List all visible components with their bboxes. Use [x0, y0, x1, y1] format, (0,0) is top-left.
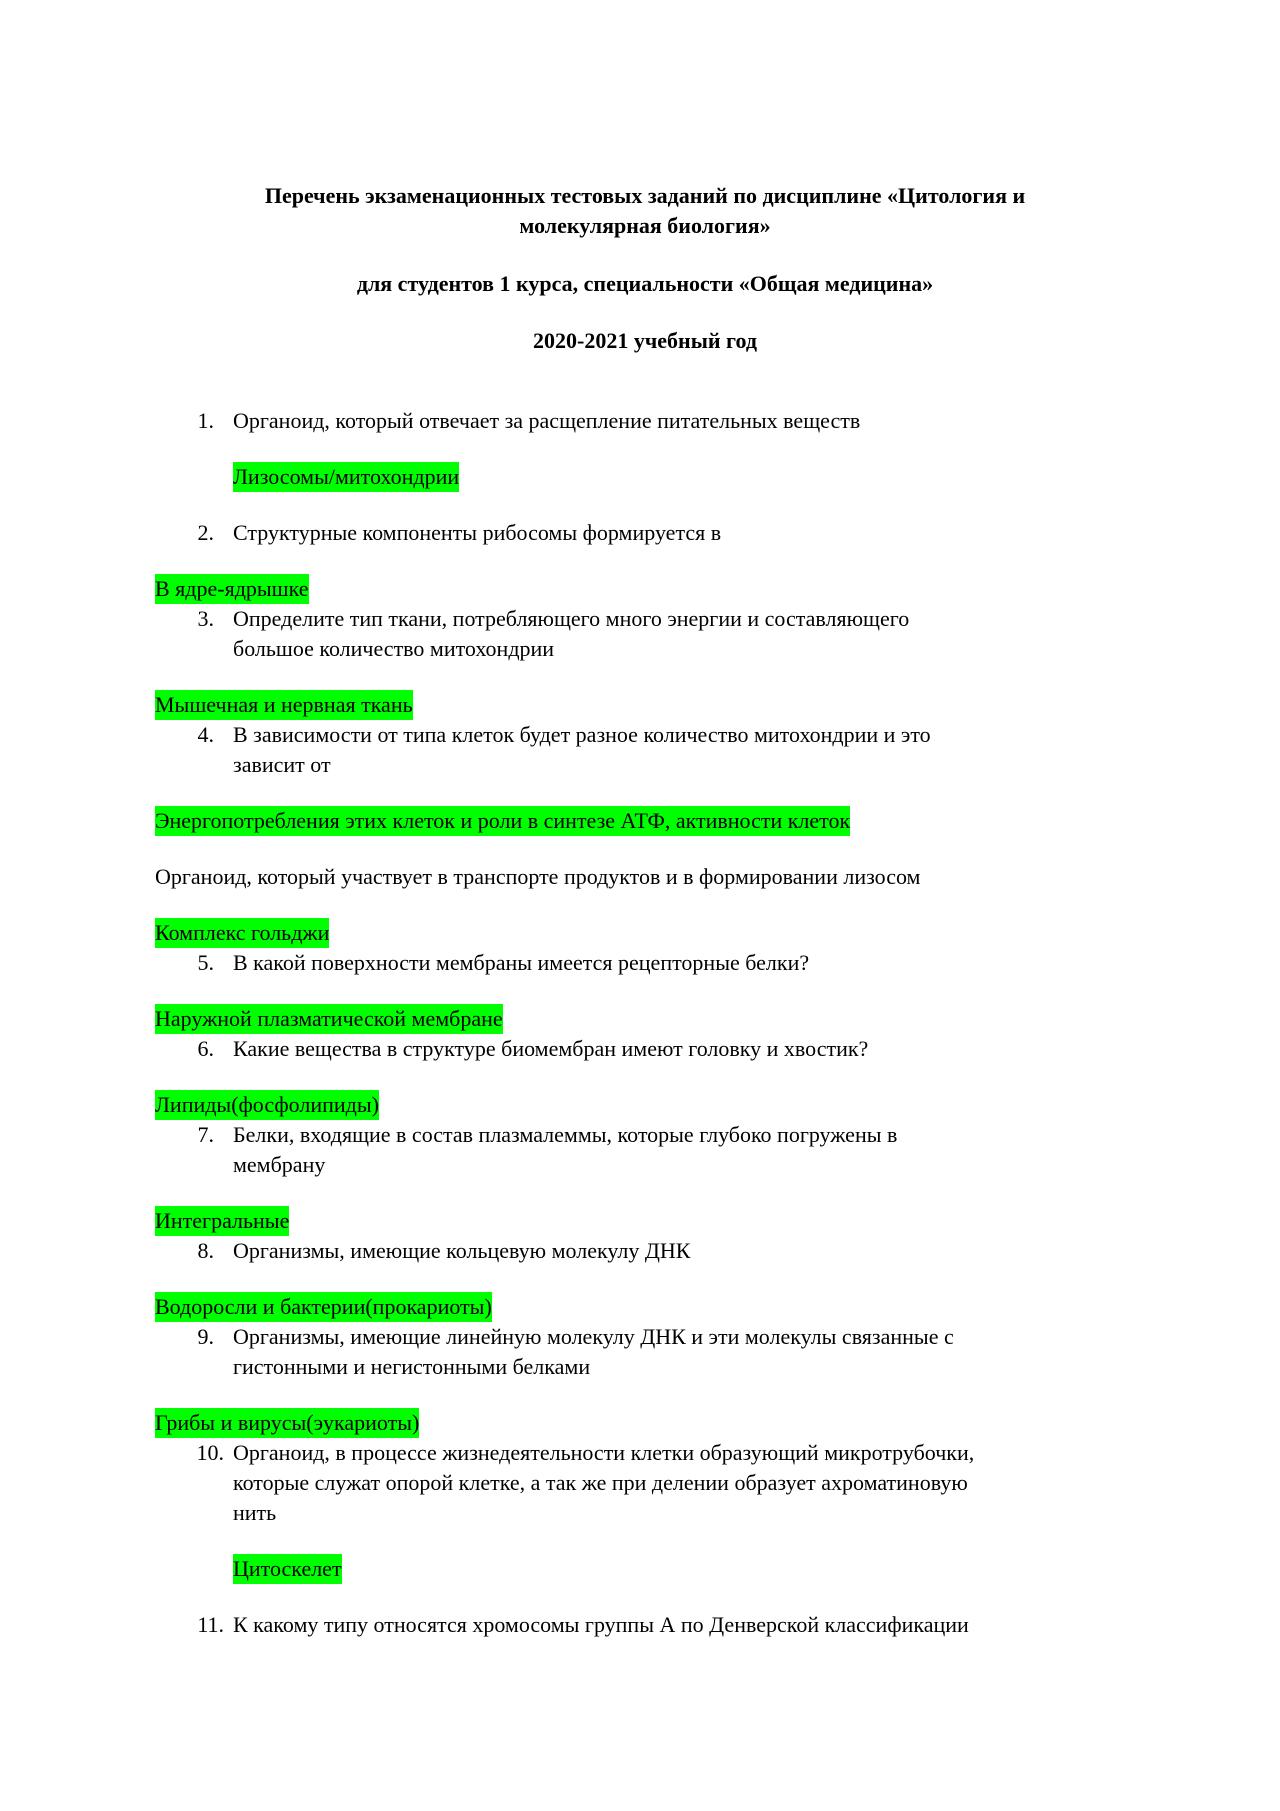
question-text: Белки, входящие в состав плазмалеммы, которые глубоко погружены в	[233, 1122, 898, 1147]
question-text: мембрану	[233, 1152, 326, 1177]
question-number: 6.	[197, 1036, 214, 1061]
answer-highlight: В ядре-ядрышке	[155, 574, 309, 604]
question-text: большое количество митохондрии	[233, 636, 555, 661]
answer-highlight: Энергопотребления этих клеток и роли в синтезе АТФ, активности клеток	[155, 806, 850, 836]
question-text: которые служат опорой клетке, а так же при делении образует ахроматиновую	[233, 1470, 968, 1495]
answer-highlight: Цитоскелет	[233, 1554, 342, 1584]
question-number: 10.	[196, 1440, 224, 1465]
question-text: Органоид, который отвечает за расщепление питательных веществ	[233, 408, 861, 433]
academic-year: 2020-2021 учебный год	[533, 328, 757, 353]
question-text: Органоид, в процессе жизнедеятельности клетки образующий микротрубочки,	[233, 1440, 975, 1465]
question-number: 7.	[197, 1122, 214, 1147]
answer-highlight: Липиды(фосфолипиды)	[155, 1090, 379, 1120]
question-number: 9.	[197, 1324, 214, 1349]
answer-highlight: Водоросли и бактерии(прокариоты)	[155, 1292, 492, 1322]
question-text: гистонными и негистонными белками	[233, 1354, 591, 1379]
question-number: 4.	[197, 722, 214, 747]
question-text: Какие вещества в структуре биомембран имеют головку и хвостик?	[233, 1036, 869, 1061]
question-text: К какому типу относятся хромосомы группы А по Денверской классификации	[233, 1612, 969, 1637]
title-line-2: молекулярная биология»	[519, 213, 771, 238]
answer-highlight: Лизосомы/митохондрии	[233, 462, 459, 492]
question-text: нить	[233, 1500, 277, 1525]
question-text: Органоид, который участвует в транспорте продуктов и в формировании лизосом	[155, 864, 921, 889]
question-text: Определите тип ткани, потребляющего много энергии и составляющего	[233, 606, 910, 631]
answer-highlight: Мышечная и нервная ткань	[155, 690, 413, 720]
answer-highlight: Интегральные	[155, 1206, 289, 1236]
title-line-1: Перечень экзаменационных тестовых заданий по дисциплине «Цитология и	[264, 183, 1026, 208]
answer-highlight: Грибы и вирусы(эукариоты)	[155, 1408, 419, 1438]
question-number: 8.	[197, 1238, 214, 1263]
question-text: Организмы, имеющие кольцевую молекулу ДНК	[233, 1238, 691, 1263]
answer-highlight: Комплекс гольджи	[155, 918, 329, 948]
question-number: 2.	[197, 520, 214, 545]
question-text: Структурные компоненты рибосомы формируется в	[233, 520, 722, 545]
answer-highlight: Наружной плазматической мембране	[155, 1004, 503, 1034]
question-number: 11.	[197, 1612, 224, 1637]
question-text: В зависимости от типа клеток будет разное количество митохондрии и это	[233, 722, 931, 747]
question-number: 5.	[197, 950, 214, 975]
question-text: Организмы, имеющие линейную молекулу ДНК и эти молекулы связанные с	[233, 1324, 954, 1349]
question-text: В какой поверхности мембраны имеется рецепторные белки?	[233, 950, 810, 975]
question-number: 1.	[197, 408, 214, 433]
subtitle: для студентов 1 курса, специальности «Общая медицина»	[356, 271, 934, 296]
question-text: зависит от	[233, 752, 331, 777]
question-number: 3.	[197, 606, 214, 631]
